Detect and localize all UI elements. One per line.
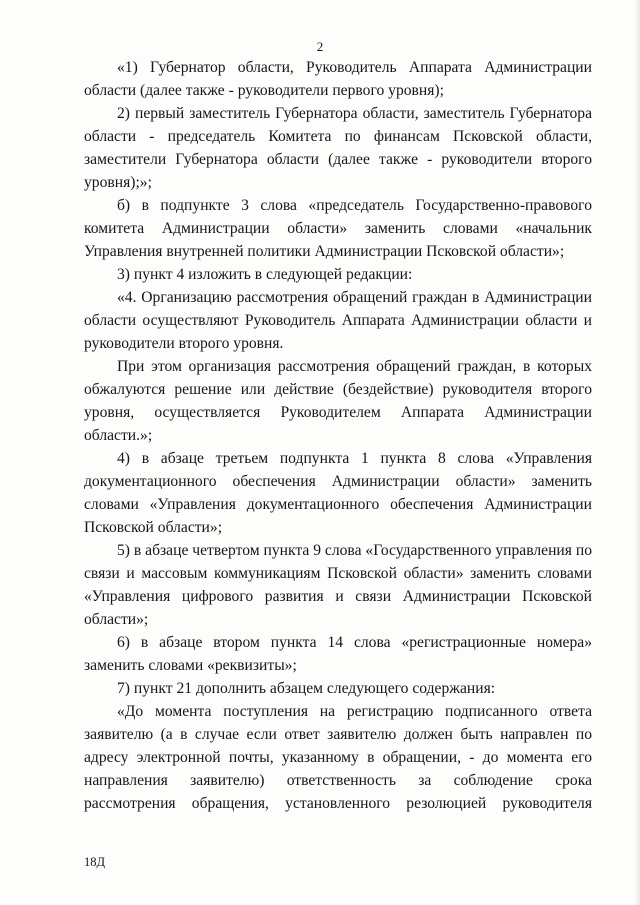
paragraph-2: 2) первый заместитель Губернатора области, заместитель Губернатора области - председатель Комитета по финансам Псковской области, заместители Губернатора области (далее также - руководители второго уровня);»; (84, 105, 592, 191)
paragraph-9: 6) в абзаце втором пункта 14 слова «регистрационные номера» заменить словами «реквизиты»; (84, 634, 592, 674)
paragraph-10: 7) пункт 21 дополнить абзацем следующего содержания: (117, 680, 496, 697)
paragraph-3: б) в подпункте 3 слова «председатель Государственно-правового комитета Администрации области» заменить словами «начальник Управления внутренней политики Администрации Псковской области»; (84, 197, 592, 260)
paragraph-7: 4) в абзаце третьем подпункта 1 пункта 8 слова «Управления документационного обеспечения Администрации области» заменить словами «Управления документационного обеспечения Администрации Псковской области»; (84, 450, 592, 536)
paragraph-8: 5) в абзаце четвертом пункта 9 слова «Государственного управления по связи и массовым коммуникациям Псковской области» заменить словами «Управления цифрового развития и связи Администрации Псковской области»; (84, 542, 592, 628)
footer-code: 18Д (84, 855, 106, 869)
paragraph-5: «4. Организацию рассмотрения обращений граждан в Администрации области осуществляют Руководитель Аппарата Администрации области и руководители второго уровня. (84, 289, 592, 352)
paragraph-6: При этом организация рассмотрения обращений граждан, в которых обжалуются решение или действие (бездействие) руководителя второго уровня, осуществляется Руководителем Аппарата Администрации области.»; (84, 358, 592, 444)
page-number: 2 (316, 39, 324, 54)
document-body (84, 56, 592, 815)
paragraph-11: «До момента поступления на регистрацию подписанного ответа заявителю (а в случае если ответ заявителю должен быть направлен по адресу электронной почты, указанному в обращении, - до момента его направления заявителю) ответственность за соблюдение срока рассмотрения обращения, установленного резолюцией руководителя (84, 703, 592, 812)
page-edge (634, 0, 640, 905)
paragraph-1: «1) Губернатор области, Руководитель Аппарата Администрации области (далее также - руководители первого уровня); (84, 59, 592, 99)
paragraph-4: 3) пункт 4 изложить в следующей редакции: (117, 266, 413, 283)
